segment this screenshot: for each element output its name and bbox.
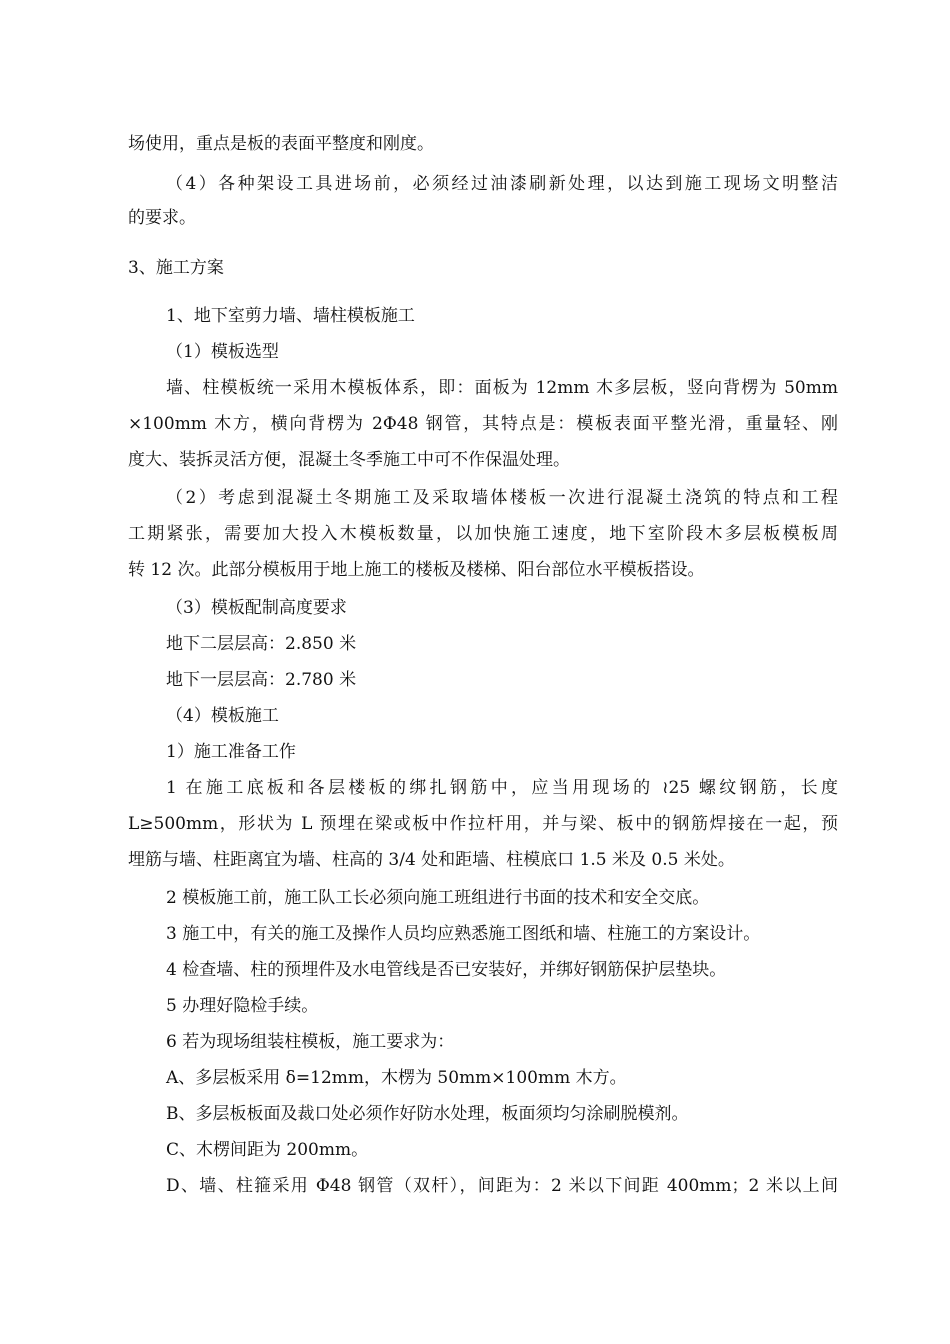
list-item: C、木楞间距为 200mm。 — [166, 1140, 369, 1160]
paragraph-line: （2）考虑到混凝土冬期施工及采取墙体楼板一次进行混凝土浇筑的特点和工程 — [166, 488, 838, 508]
paragraph-line: 的要求。 — [128, 208, 196, 228]
paragraph-line: ×100mm 木方，横向背楞为 2Φ48 钢管，其特点是：模板表面平整光滑，重量轻、刚 — [128, 414, 838, 434]
list-item: 4 检查墙、柱的预埋件及水电管线是否已安装好，并绑好钢筋保护层垫块。 — [166, 960, 727, 980]
list-item: B、多层板板面及裁口处必须作好防水处理，板面须均匀涂刷脱模剂。 — [166, 1104, 689, 1124]
paragraph-line: 地下一层层高：2.780 米 — [166, 670, 357, 690]
paragraph-line: 地下二层层高：2.850 米 — [166, 634, 357, 654]
paragraph-line: 工期紧张，需要加大投入木模板数量，以加快施工速度，地下室阶段木多层板模板周 — [128, 524, 838, 544]
paragraph-line: 墙、柱模板统一采用木模板体系，即：面板为 12mm 木多层板，竖向背楞为 50mm — [166, 378, 838, 398]
subsection-heading: （3）模板配制高度要求 — [166, 598, 347, 618]
paragraph-line: 转 12 次。此部分模板用于地上施工的楼板及楼梯、阳台部位水平模板搭设。 — [128, 560, 705, 580]
paragraph-line: 度大、装拆灵活方便，混凝土冬季施工中可不作保温处理。 — [128, 450, 570, 470]
list-item: 3 施工中，有关的施工及操作人员均应熟悉施工图纸和墙、柱施工的方案设计。 — [166, 924, 761, 944]
paragraph-line: L≥500mm，形状为 L 预埋在梁或板中作拉杆用，并与梁、板中的钢筋焊接在一起，预 — [128, 814, 838, 834]
subsection-heading: （4）模板施工 — [166, 706, 279, 726]
list-item: 2 模板施工前，施工队工长必须向施工班组进行书面的技术和安全交底。 — [166, 888, 710, 908]
paragraph-line: 场使用，重点是板的表面平整度和刚度。 — [128, 134, 434, 154]
paragraph-line: 1 在施工底板和各层楼板的绑扎钢筋中，应当用现场的 ≀25 螺纹钢筋，长度 — [166, 778, 838, 798]
paragraph-line: （4）各种架设工具进场前，必须经过油漆刷新处理，以达到施工现场文明整洁 — [166, 174, 838, 194]
list-item: 6 若为现场组装柱模板，施工要求为： — [166, 1032, 455, 1052]
subsection-heading: （1）模板选型 — [166, 342, 279, 362]
section-heading: 3、施工方案 — [128, 258, 224, 278]
subsection-heading: 1、地下室剪力墙、墙柱模板施工 — [166, 306, 415, 326]
subsection-heading: 1）施工准备工作 — [166, 742, 296, 762]
list-item: D、墙、柱箍采用 Φ48 钢管（双杆），间距为：2 米以下间距 400mm；2 米以上间 — [166, 1176, 838, 1196]
list-item: A、多层板采用 δ=12mm，木楞为 50mm×100mm 木方。 — [166, 1068, 627, 1088]
list-item: 5 办理好隐检手续。 — [166, 996, 319, 1016]
paragraph-line: 埋筋与墙、柱距离宜为墙、柱高的 3/4 处和距墙、柱模底口 1.5 米及 0.5 米处。 — [128, 850, 735, 870]
